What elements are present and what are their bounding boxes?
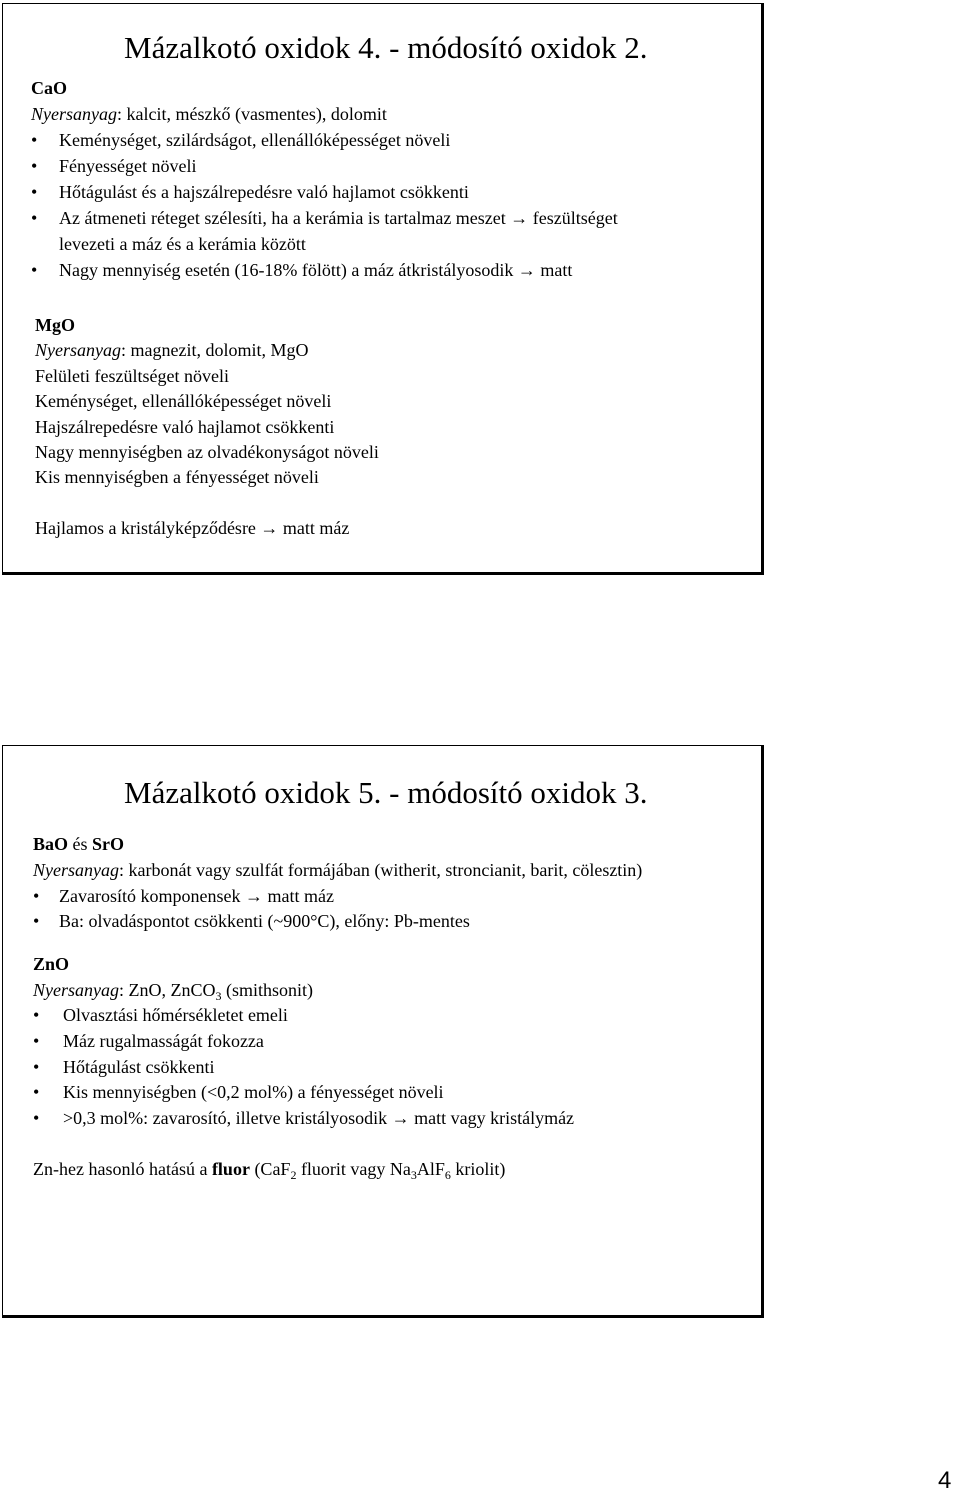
raw-material-label: Nyersanyag <box>35 340 121 360</box>
raw-material-text: : magnezit, dolomit, MgO <box>120 340 309 360</box>
bullet-icon: • <box>33 1057 40 1077</box>
list-item: • >0,3 mol%: zavarosító, illetve kristályosodik → matt vagy kristálymáz <box>33 1108 575 1128</box>
list-item: • Máz rugalmasságát fokozza <box>33 1031 264 1051</box>
slide-1-title: Mázalkotó oxidok 4. - módosító oxidok 2. <box>124 30 648 65</box>
page-number: 4 <box>938 1467 952 1494</box>
bullet-icon: • <box>33 1005 40 1025</box>
bao-sro-heading: BaO és SrO <box>33 834 125 854</box>
fluor-note: Zn-hez hasonló hatású a fluor (CaF$_2$ fluorit vagy $Na_3AlF_6$ kriolit) <box>33 1159 506 1182</box>
list-item-continuation: levezeti a máz és a kerámia között <box>59 234 306 254</box>
list-item: Keménységet, ellenállóképességet növeli <box>35 391 332 411</box>
zno-raw-material: Nyersanyag: ZnO, ZnCO$_3$ (smithsonit) <box>33 980 313 1003</box>
bullet-icon: • <box>33 1031 40 1051</box>
raw-material-label: Nyersanyag <box>31 104 117 124</box>
list-item: • Ba: olvadáspontot csökkenti (~900°C), előny: Pb-mentes <box>33 911 470 931</box>
bao-raw-material <box>33 859 642 881</box>
bullet-icon: • <box>33 1082 40 1102</box>
mgo-note: Hajlamos a kristályképződésre → matt máz <box>35 518 350 538</box>
list-item: • Fényességet növeli <box>31 156 197 176</box>
list-item: • Hőtágulást csökkenti <box>33 1057 215 1077</box>
list-item: • Olvasztási hőmérsékletet emeli <box>33 1005 288 1025</box>
slide-2 <box>2 745 764 1318</box>
bullet-icon: • <box>31 260 38 280</box>
list-item: • Zavarosító komponensek → matt máz <box>33 886 334 906</box>
list-item: • Nagy mennyiség esetén (16-18% fölött) a máz átkristályosodik → matt <box>31 260 573 280</box>
bullet-icon: • <box>31 208 38 228</box>
list-item: Felületi feszültséget növeli <box>35 366 229 386</box>
bullet-icon: • <box>31 130 38 150</box>
bullet-icon: • <box>33 911 40 931</box>
list-item: • Hőtágulást és a hajszálrepedésre való hajlamot csökkenti <box>31 182 469 202</box>
mgo-raw-material <box>35 339 308 361</box>
mgo-heading: MgO <box>35 315 75 335</box>
list-item: • Kis mennyiségben (<0,2 mol%) a fényességet növeli <box>33 1082 444 1102</box>
list-item: • Keménységet, szilárdságot, ellenállóképességet növeli <box>31 130 451 150</box>
list-item: • Az átmeneti réteget szélesíti, ha a kerámia is tartalmaz meszet → feszültséget <box>31 208 618 228</box>
bullet-icon: • <box>31 182 38 202</box>
zno-heading: ZnO <box>33 954 70 974</box>
raw-material-label: Nyersanyag <box>33 980 119 1000</box>
raw-material-label: Nyersanyag <box>33 860 119 880</box>
cao-raw-material <box>31 103 387 125</box>
bullet-icon: • <box>33 886 40 906</box>
slide-2-title: Mázalkotó oxidok 5. - módosító oxidok 3. <box>124 775 648 810</box>
bullet-icon: • <box>33 1108 40 1128</box>
bullet-icon: • <box>31 156 38 176</box>
list-item: Hajszálrepedésre való hajlamot csökkenti <box>35 417 335 437</box>
raw-material-text: : karbonát vagy szulfát formájában (witherit, stroncianit, barit, cölesztin) <box>118 860 643 880</box>
cao-heading: CaO <box>31 78 67 98</box>
slide-1 <box>2 3 764 575</box>
list-item: Nagy mennyiségben az olvadékonyságot növeli <box>35 442 379 462</box>
raw-material-text: : kalcit, mészkő (vasmentes), dolomit <box>116 104 387 124</box>
list-item: Kis mennyiségben a fényességet növeli <box>35 467 319 487</box>
